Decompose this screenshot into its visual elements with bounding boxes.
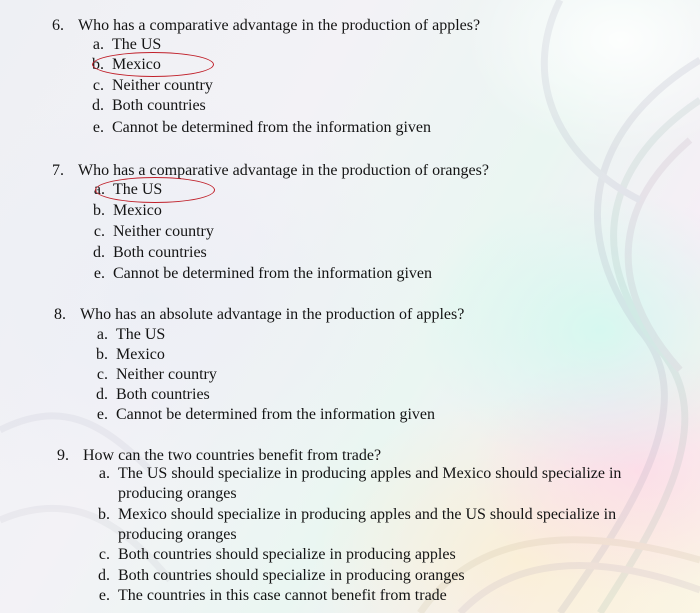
option-9c[interactable] [84,545,456,565]
question-number: 6. [52,17,64,34]
option-letter: d. [92,97,104,114]
option-letter: c. [93,223,105,240]
question-text: How can the two countries benefit from trade? [83,447,382,464]
option-letter: b. [96,346,108,363]
option-text: Cannot be determined from the information given [113,265,433,282]
option-text: Neither country [116,366,217,383]
question-number: 7. [52,162,64,179]
option-letter: d. [98,567,110,584]
option-7d[interactable] [79,243,207,263]
question-6 [52,16,480,36]
option-8e[interactable] [82,405,435,425]
option-6e[interactable] [78,118,431,138]
option-8d[interactable] [82,385,210,405]
question-text: Who has a comparative advantage in the production of oranges? [78,162,489,179]
option-text: Mexico [116,346,165,363]
option-text: Both countries [112,97,206,114]
option-text: The US [113,181,163,198]
option-9e[interactable] [84,586,447,606]
option-9a[interactable] [84,464,663,504]
option-letter: b. [92,56,104,73]
option-8b[interactable] [82,345,165,365]
question-8 [54,305,464,325]
option-letter: e. [96,406,108,423]
option-letter: b. [93,202,105,219]
option-6c[interactable] [78,76,213,96]
option-letter: e. [92,119,104,136]
question-number: 8. [54,306,66,323]
option-text: The US [116,326,166,343]
option-text: Both countries should specialize in producing apples [118,546,456,563]
option-letter: c. [92,77,104,94]
option-text: Mexico [112,56,161,73]
option-text: Both countries [116,386,210,403]
option-text: Neither country [113,223,214,240]
option-letter: d. [93,244,105,261]
question-text: Who has a comparative advantage in the production of apples? [78,17,481,34]
option-7b[interactable] [79,201,162,221]
option-9b[interactable] [84,505,663,545]
option-text: Mexico should specialize in producing apples and the US should specialize in producing oranges [118,506,617,543]
option-6b[interactable] [78,55,161,75]
option-letter: c. [98,546,110,563]
option-letter: a. [93,181,105,198]
question-7 [52,161,489,181]
option-text: The US [112,36,162,53]
option-7a[interactable] [79,180,162,200]
question-9 [57,446,381,466]
option-7c[interactable] [79,222,214,242]
option-letter: e. [93,265,105,282]
option-letter: d. [96,386,108,403]
option-7e[interactable] [79,264,432,284]
option-letter: b. [98,506,110,523]
question-text: Who has an absolute advantage in the production of apples? [80,306,465,323]
option-letter: e. [98,587,110,604]
option-6a[interactable] [78,35,161,55]
option-text: Mexico [113,202,162,219]
option-8a[interactable] [82,325,165,345]
option-letter: a. [98,465,110,482]
option-text: Cannot be determined from the information given [116,406,436,423]
option-letter: c. [96,366,108,383]
option-9d[interactable] [84,566,465,586]
option-text: Neither country [112,77,213,94]
option-text: Cannot be determined from the information given [112,119,432,136]
option-text: The US should specialize in producing apples and Mexico should specialize in producing oranges [118,465,622,502]
option-text: The countries in this case cannot benefit from trade [118,587,447,604]
option-6d[interactable] [78,96,206,116]
question-number: 9. [57,447,69,464]
option-letter: a. [96,326,108,343]
option-text: Both countries should specialize in producing oranges [118,567,465,584]
option-letter: a. [92,36,104,53]
option-text: Both countries [113,244,207,261]
option-8c[interactable] [82,365,217,385]
